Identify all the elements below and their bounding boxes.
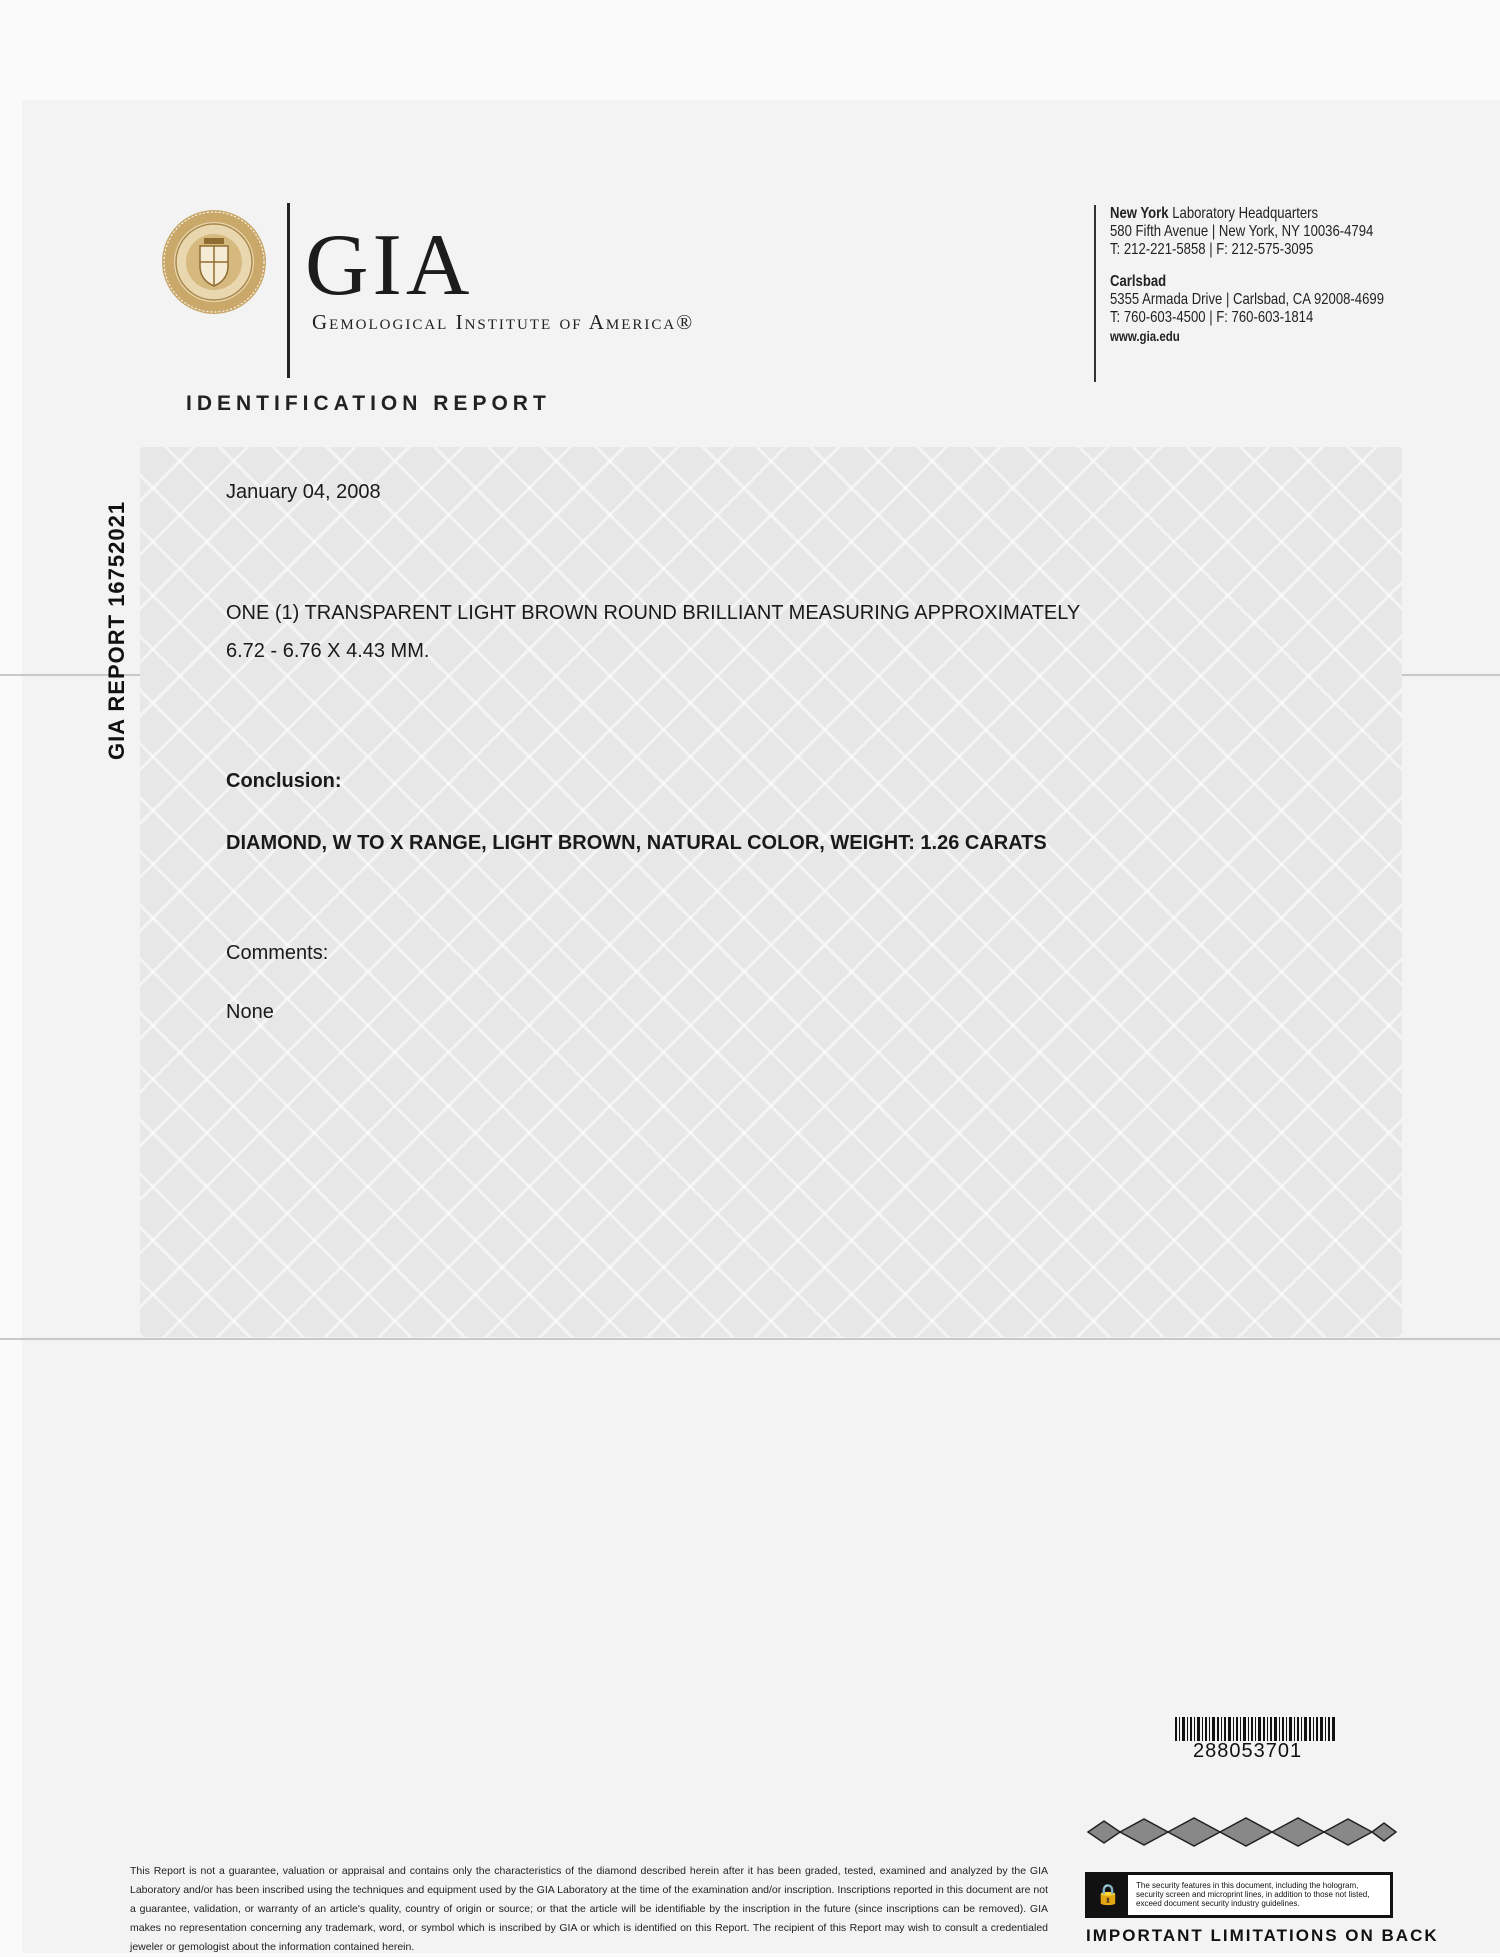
ny-phone: T: 212-221-5858 | F: 212-575-3095 [1110, 241, 1314, 258]
website-link[interactable]: www.gia.edu [1110, 328, 1180, 344]
ny-address: 580 Fifth Avenue | New York, NY 10036-4794 [1110, 223, 1374, 240]
disclaimer-text: This Report is not a guarantee, valuation or appraisal and contains only the characteristics of the diamond described herein after it has been graded, tested, examined and analyzed by the GIA Laboratory and/or has been inscribed using the techniques and equipment used by the GIA Laboratory at the time of the examination and/or inscription. Inscriptions reported in this document are not a guarantee, validation, or warranty of an article's quality, country of origin or source; or that the article will be identifiable by the inscription in the future (since inscriptions can be removed). GIA makes no representation concerning any trademark, word, or symbol which is inscribed by GIA or which is identified on this Report. The recipient of this Report may wish to consult a credentialed jeweler or gemologist about the information contained herein. [130, 1865, 1048, 1953]
conclusion-label: Conclusion: [226, 770, 342, 792]
important-limitations: IMPORTANT LIMITATIONS ON BACK [1086, 1926, 1439, 1945]
description-line-1: ONE (1) TRANSPARENT LIGHT BROWN ROUND BRILLIANT MEASURING APPROXIMATELY [226, 602, 1081, 624]
hologram-diamonds-icon [1086, 1815, 1398, 1849]
logo-subtitle: Gemological Institute of America® [312, 310, 695, 334]
description-line-2: 6.72 - 6.76 X 4.43 MM. [226, 640, 430, 662]
gia-seal-icon [160, 208, 268, 316]
ca-address: 5355 Armada Drive | Carlsbad, CA 92008-4699 [1110, 291, 1384, 308]
conclusion-text: DIAMOND, W TO X RANGE, LIGHT BROWN, NATURAL COLOR, WEIGHT: 1.26 CARATS [226, 832, 1047, 854]
comments-text: None [226, 1001, 274, 1023]
barcode-number: 288053701 [1193, 1740, 1303, 1762]
address-divider [1094, 205, 1096, 382]
fold-line [0, 1338, 1500, 1340]
report-panel [140, 447, 1402, 1337]
comments-label: Comments: [226, 942, 329, 964]
lab-addresses [1110, 205, 1384, 345]
ca-lab-name: Carlsbad [1110, 273, 1167, 290]
security-features-box [1085, 1872, 1393, 1918]
lock-icon: 🔒 [1088, 1875, 1128, 1915]
logo-divider [287, 203, 290, 378]
barcode-icon [1175, 1717, 1335, 1741]
report-type-title: IDENTIFICATION REPORT [186, 392, 551, 415]
logo-text: GIA [305, 217, 474, 314]
ny-lab-name: New York [1110, 205, 1169, 222]
ca-phone: T: 760-603-4500 | F: 760-603-1814 [1110, 309, 1314, 326]
report-number-vertical: GIA REPORT 16752021 [104, 500, 129, 760]
security-note: The security features in this document, including the hologram, security screen and microprint lines, in addition to those not listed, exceed document security industry guidelines. [1136, 1881, 1370, 1908]
ny-lab-label: Laboratory Headquarters [1168, 205, 1319, 222]
report-date: January 04, 2008 [226, 481, 381, 503]
